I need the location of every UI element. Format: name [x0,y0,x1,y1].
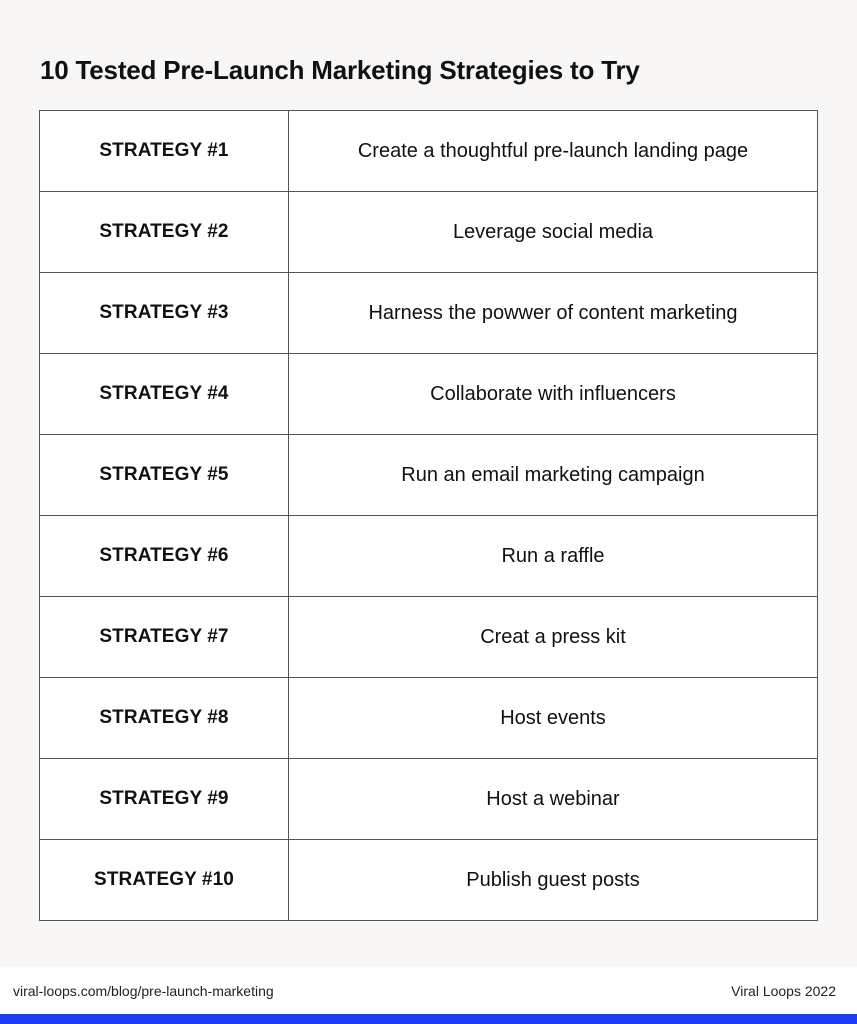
table-row [40,435,818,516]
strategy-label: STRATEGY #7 [40,597,289,678]
strategy-description: Host events [289,678,818,759]
strategy-label: STRATEGY #3 [40,273,289,354]
strategy-description: Creat a press kit [289,597,818,678]
accent-bar [0,1014,857,1024]
table-row [40,516,818,597]
table-row [40,192,818,273]
strategies-table [39,110,818,921]
strategy-label: STRATEGY #2 [40,192,289,273]
strategy-label: STRATEGY #1 [40,111,289,192]
credit-text: Viral Loops 2022 [731,983,836,999]
table-row [40,597,818,678]
source-url[interactable]: viral-loops.com/blog/pre-launch-marketing [13,983,274,999]
strategy-label: STRATEGY #10 [40,840,289,921]
strategy-description: Run an email marketing campaign [289,435,818,516]
strategy-label: STRATEGY #5 [40,435,289,516]
strategy-label: STRATEGY #8 [40,678,289,759]
table-row [40,678,818,759]
table-row [40,111,818,192]
table-row [40,354,818,435]
table-row [40,840,818,921]
footer [0,967,857,1014]
table-row [40,759,818,840]
strategy-description: Run a raffle [289,516,818,597]
strategy-label: STRATEGY #4 [40,354,289,435]
strategy-description: Publish guest posts [289,840,818,921]
strategy-description: Collaborate with influencers [289,354,818,435]
strategy-description: Leverage social media [289,192,818,273]
strategy-label: STRATEGY #6 [40,516,289,597]
page-title: 10 Tested Pre-Launch Marketing Strategies to Try [40,55,640,86]
strategy-description: Host a webinar [289,759,818,840]
strategy-description: Create a thoughtful pre-launch landing page [289,111,818,192]
strategy-description: Harness the powwer of content marketing [289,273,818,354]
table-row [40,273,818,354]
strategy-label: STRATEGY #9 [40,759,289,840]
